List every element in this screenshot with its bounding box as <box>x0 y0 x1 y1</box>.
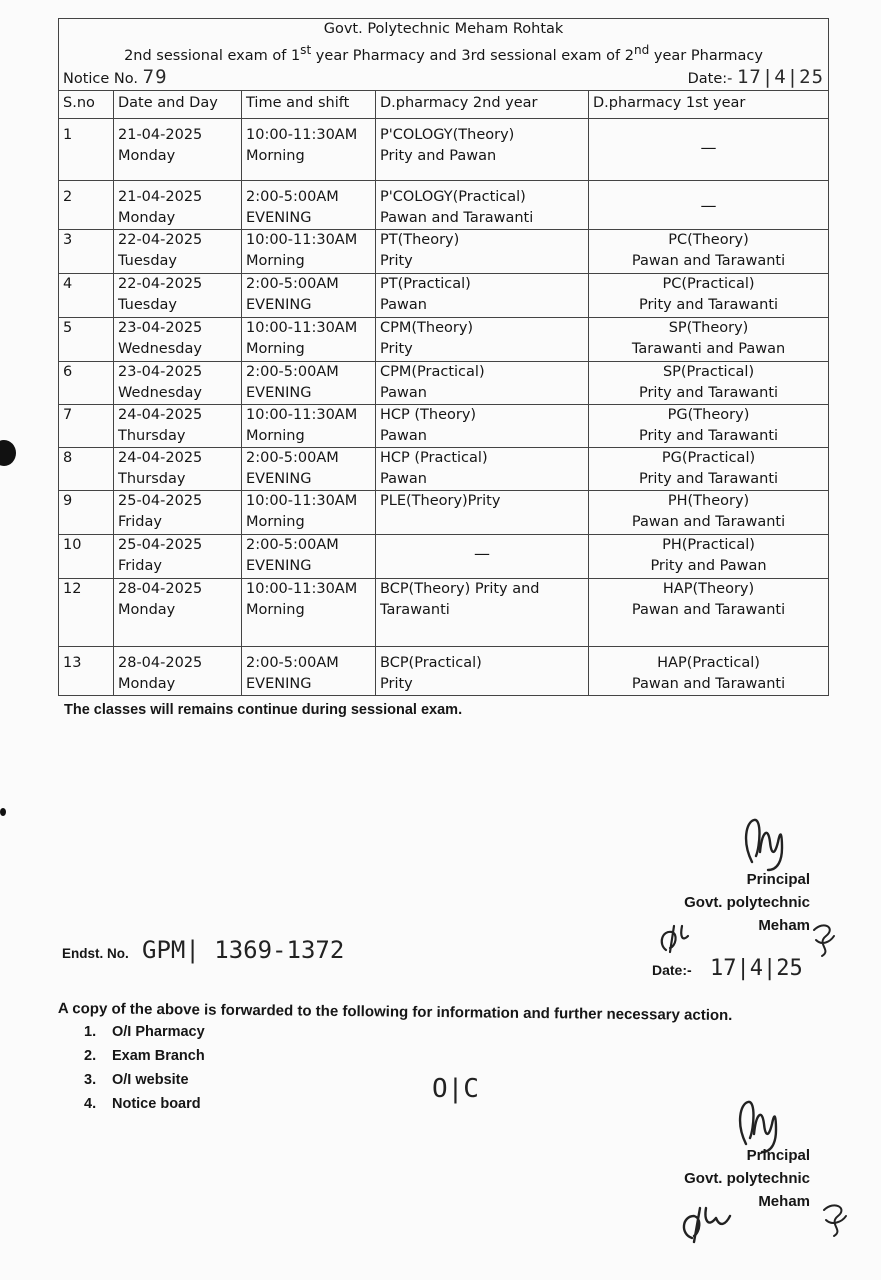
cell-date-day <box>114 646 242 695</box>
sig-bottom-place: Meham <box>758 1193 810 1210</box>
date-day-line: Friday <box>118 513 162 530</box>
first-year-line: Prity and Tarawanti <box>638 470 779 487</box>
cell-1st-year <box>589 317 829 361</box>
date-day-line: 21-04-2025 <box>118 126 203 143</box>
second-year-line: P'COLOGY(Theory) <box>380 126 515 143</box>
second-year-line: Tarawanti <box>380 601 450 618</box>
col-time-shift: Time and shift <box>242 90 376 118</box>
time-shift-line: 2:00-5:00AM <box>246 536 339 553</box>
cell-time-shift <box>242 118 376 180</box>
time-shift-line: 2:00-5:00AM <box>246 449 339 466</box>
date-day-line: Thursday <box>118 470 186 487</box>
time-shift-line: 2:00-5:00AM <box>246 188 339 205</box>
cell-2nd-year <box>376 273 589 317</box>
second-year-line: PT(Practical) <box>380 275 471 292</box>
table-row <box>59 534 829 578</box>
cell-date-day <box>114 534 242 578</box>
endorsement-date-value: 17|4|25 <box>710 956 803 981</box>
exam-schedule-table <box>58 18 829 696</box>
cell-sno: 6 <box>59 361 114 404</box>
sig-top-org: Govt. polytechnic <box>684 894 810 911</box>
cell-time-shift <box>242 578 376 646</box>
copy-recipient-item: 3. O/I website <box>84 1072 189 1088</box>
first-year-line: PH(Practical) <box>662 536 755 553</box>
second-year-line: P'COLOGY(Practical) <box>380 188 526 205</box>
time-shift-line: 2:00-5:00AM <box>246 363 339 380</box>
sig-bottom-org: Govt. polytechnic <box>684 1170 810 1187</box>
cell-1st-year <box>589 361 829 404</box>
table-row <box>59 273 829 317</box>
cell-sno: 13 <box>59 646 114 695</box>
date-day-line: 24-04-2025 <box>118 449 203 466</box>
date-day-line: Monday <box>118 147 176 164</box>
table-row <box>59 490 829 534</box>
copy-recipient-list <box>84 1020 205 1116</box>
second-year-line: PT(Theory) <box>380 231 460 248</box>
copy-recipient-item: 4. Notice board <box>84 1096 201 1112</box>
col-2nd-year: D.pharmacy 2nd year <box>376 90 589 118</box>
first-year-line: Pawan and Tarawanti <box>631 675 786 692</box>
exam-title: 2nd sessional exam of 1st year Pharmacy and 3rd sessional exam of 2nd year Pharmacy <box>59 40 829 67</box>
time-shift-line: 2:00-5:00AM <box>246 654 339 671</box>
table-row <box>59 447 829 490</box>
first-year-line: PC(Practical) <box>662 275 755 292</box>
first-year-line: — <box>700 137 717 157</box>
first-year-line: — <box>700 195 717 215</box>
second-year-line: Prity <box>380 252 413 269</box>
second-year-line: Prity <box>380 675 413 692</box>
time-shift-line: EVENING <box>246 384 312 401</box>
cell-1st-year <box>589 646 829 695</box>
second-year-line: — <box>474 543 490 563</box>
second-year-line: PLE(Theory)Prity <box>380 492 501 509</box>
second-year-line: HCP (Practical) <box>380 449 488 466</box>
table-row <box>59 317 829 361</box>
sig-bottom-title: Principal <box>746 1147 810 1164</box>
cell-2nd-year <box>376 447 589 490</box>
first-year-line: Pawan and Tarawanti <box>631 252 786 269</box>
cell-2nd-year <box>376 646 589 695</box>
time-shift-line: EVENING <box>246 296 312 313</box>
cell-time-shift <box>242 317 376 361</box>
second-year-line: Pawan <box>380 427 427 444</box>
date-day-line: Tuesday <box>118 296 177 313</box>
cell-2nd-year <box>376 229 589 273</box>
second-year-line: Pawan <box>380 384 427 401</box>
date-day-line: 22-04-2025 <box>118 275 203 292</box>
cell-sno: 7 <box>59 404 114 447</box>
punch-hole-mark <box>0 440 16 466</box>
first-year-line: Prity and Tarawanti <box>638 427 779 444</box>
time-shift-line: Morning <box>246 601 305 618</box>
cell-date-day <box>114 317 242 361</box>
table-row <box>59 404 829 447</box>
cell-time-shift <box>242 447 376 490</box>
time-shift-line: Morning <box>246 252 305 269</box>
date-day-line: 23-04-2025 <box>118 363 203 380</box>
endorsement-label: Endst. No. <box>62 946 129 961</box>
cell-time-shift <box>242 361 376 404</box>
first-year-line: Prity and Pawan <box>650 557 767 574</box>
first-year-line: Tarawanti and Pawan <box>631 340 786 357</box>
second-year-line: Pawan <box>380 296 427 313</box>
cell-date-day <box>114 490 242 534</box>
table-row <box>59 118 829 180</box>
date-day-line: Monday <box>118 209 176 226</box>
column-header-row <box>59 90 829 118</box>
time-shift-line: 10:00-11:30AM <box>246 580 358 597</box>
second-year-line: Pawan and Tarawanti <box>380 209 534 226</box>
first-year-line: HAP(Practical) <box>657 654 760 671</box>
cell-date-day <box>114 118 242 180</box>
cell-time-shift <box>242 180 376 229</box>
first-year-line: SP(Theory) <box>668 319 749 336</box>
date-day-line: 21-04-2025 <box>118 188 203 205</box>
handwritten-oc: O|C <box>432 1074 479 1104</box>
cell-time-shift <box>242 646 376 695</box>
cell-2nd-year <box>376 534 589 578</box>
first-year-line: HAP(Theory) <box>662 580 755 597</box>
cell-date-day <box>114 447 242 490</box>
time-shift-line: EVENING <box>246 675 312 692</box>
date-day-line: Monday <box>118 675 176 692</box>
table-row <box>59 180 829 229</box>
cell-date-day <box>114 229 242 273</box>
cell-date-day <box>114 180 242 229</box>
cell-time-shift <box>242 534 376 578</box>
cell-sno: 10 <box>59 534 114 578</box>
date-day-line: Wednesday <box>118 384 202 401</box>
second-year-line: CPM(Practical) <box>380 363 485 380</box>
second-year-line: HCP (Theory) <box>380 406 477 423</box>
cell-date-day <box>114 578 242 646</box>
cell-1st-year <box>589 490 829 534</box>
time-shift-line: Morning <box>246 147 305 164</box>
cell-time-shift <box>242 229 376 273</box>
cell-time-shift <box>242 273 376 317</box>
date-day-line: Wednesday <box>118 340 202 357</box>
time-shift-line: Morning <box>246 340 305 357</box>
second-year-line: BCP(Theory) Prity and <box>380 580 540 597</box>
cell-date-day <box>114 273 242 317</box>
date-day-line: 25-04-2025 <box>118 536 203 553</box>
notice-row <box>59 67 829 91</box>
copy-recipient-item: 2. Exam Branch <box>84 1048 205 1064</box>
date-day-line: 24-04-2025 <box>118 406 203 423</box>
cell-2nd-year <box>376 578 589 646</box>
cell-1st-year <box>589 118 829 180</box>
second-year-line: Prity <box>380 340 413 357</box>
date-day-line: 25-04-2025 <box>118 492 203 509</box>
col-sno: S.no <box>59 90 114 118</box>
cell-2nd-year <box>376 180 589 229</box>
second-year-line: BCP(Practical) <box>380 654 482 671</box>
copy-forward-text: A copy of the above is forwarded to the following for information and further necessary action. <box>57 1000 733 1025</box>
col-1st-year: D.pharmacy 1st year <box>589 90 829 118</box>
sig-top-place: Meham <box>758 917 810 934</box>
date-day-line: Friday <box>118 557 162 574</box>
time-shift-line: 10:00-11:30AM <box>246 319 358 336</box>
time-shift-line: EVENING <box>246 557 312 574</box>
date-day-line: 23-04-2025 <box>118 319 203 336</box>
cell-sno: 12 <box>59 578 114 646</box>
notice-number <box>63 67 168 90</box>
date-day-line: 28-04-2025 <box>118 654 203 671</box>
second-year-line: Prity and Pawan <box>380 147 497 164</box>
first-year-line: PG(Practical) <box>661 449 756 466</box>
cell-sno: 3 <box>59 229 114 273</box>
table-row <box>59 646 829 695</box>
time-shift-line: EVENING <box>246 209 312 226</box>
endorsement-date-label: Date:- <box>652 962 692 978</box>
table-row <box>59 578 829 646</box>
cell-sno: 5 <box>59 317 114 361</box>
date-day-line: 28-04-2025 <box>118 580 203 597</box>
first-year-line: PH(Theory) <box>667 492 750 509</box>
second-year-line: Pawan <box>380 470 427 487</box>
time-shift-line: 10:00-11:30AM <box>246 231 358 248</box>
date-value: 17|4|25 <box>736 65 825 88</box>
cell-2nd-year <box>376 404 589 447</box>
cell-2nd-year <box>376 118 589 180</box>
first-year-line: PG(Theory) <box>667 406 750 423</box>
cell-1st-year <box>589 447 829 490</box>
first-year-line: PC(Theory) <box>668 231 749 248</box>
cell-time-shift <box>242 404 376 447</box>
cell-1st-year <box>589 180 829 229</box>
cell-date-day <box>114 404 242 447</box>
notice-number-value: 79 <box>142 65 168 88</box>
first-year-line: SP(Practical) <box>662 363 755 380</box>
cell-1st-year <box>589 578 829 646</box>
cell-1st-year <box>589 273 829 317</box>
time-shift-line: Morning <box>246 513 305 530</box>
table-row <box>59 361 829 404</box>
time-shift-line: 10:00-11:30AM <box>246 406 358 423</box>
date-day-line: Thursday <box>118 427 186 444</box>
first-year-line: Prity and Tarawanti <box>638 384 779 401</box>
cell-sno: 4 <box>59 273 114 317</box>
date-day-line: Tuesday <box>118 252 177 269</box>
initials-scrawl-top <box>656 916 840 960</box>
cell-sno: 8 <box>59 447 114 490</box>
date-label: Date:- <box>687 70 733 87</box>
cell-sno: 1 <box>59 118 114 180</box>
initials-scrawl-bottom <box>676 1194 852 1250</box>
speck-mark <box>0 808 6 816</box>
copy-recipient-item: 1. O/I Pharmacy <box>84 1024 205 1040</box>
institute-name: Govt. Polytechnic Meham Rohtak <box>59 19 829 41</box>
time-shift-line: Morning <box>246 427 305 444</box>
cell-time-shift <box>242 490 376 534</box>
cell-1st-year <box>589 534 829 578</box>
cell-1st-year <box>589 229 829 273</box>
cell-sno: 9 <box>59 490 114 534</box>
notice-label: Notice No. <box>63 70 139 87</box>
time-shift-line: 10:00-11:30AM <box>246 492 358 509</box>
cell-sno: 2 <box>59 180 114 229</box>
table-row <box>59 229 829 273</box>
principal-signature-top <box>738 812 798 874</box>
footnote: The classes will remains continue during sessional exam. <box>64 702 463 718</box>
sig-top-title: Principal <box>746 871 810 888</box>
endorsement-number: GPM| 1369-1372 <box>142 936 345 964</box>
col-date-day: Date and Day <box>114 90 242 118</box>
date-day-line: Monday <box>118 601 176 618</box>
first-year-line: Pawan and Tarawanti <box>631 513 786 530</box>
notice-date <box>688 67 824 90</box>
first-year-line: Pawan and Tarawanti <box>631 601 786 618</box>
cell-date-day <box>114 361 242 404</box>
time-shift-line: EVENING <box>246 470 312 487</box>
time-shift-line: 2:00-5:00AM <box>246 275 339 292</box>
time-shift-line: 10:00-11:30AM <box>246 126 358 143</box>
first-year-line: Prity and Tarawanti <box>638 296 779 313</box>
cell-2nd-year <box>376 490 589 534</box>
cell-1st-year <box>589 404 829 447</box>
cell-2nd-year <box>376 361 589 404</box>
cell-2nd-year <box>376 317 589 361</box>
second-year-line: CPM(Theory) <box>380 319 474 336</box>
date-day-line: 22-04-2025 <box>118 231 203 248</box>
